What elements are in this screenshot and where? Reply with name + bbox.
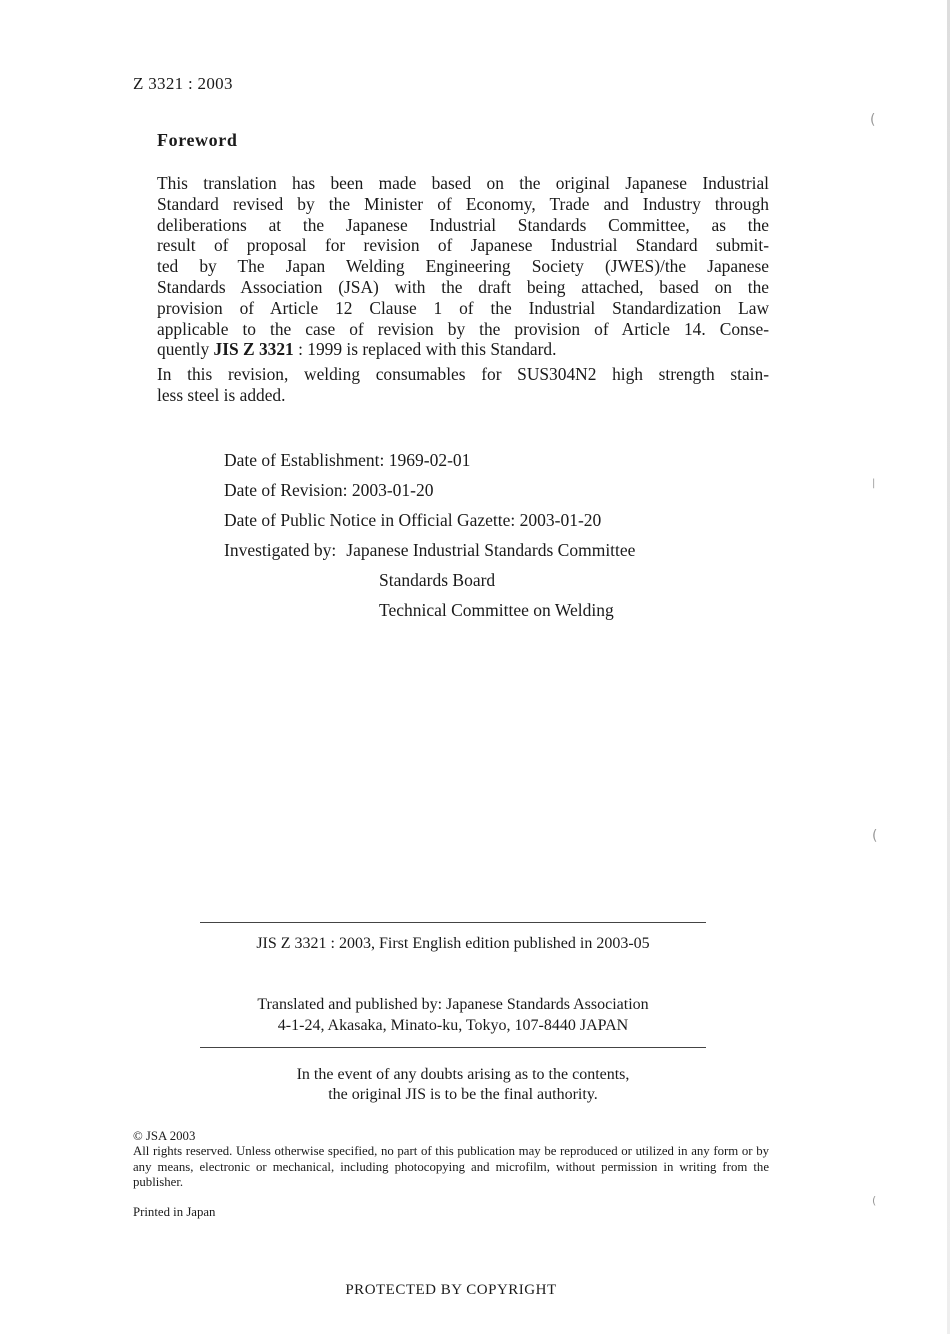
investigated-by-row [224, 535, 635, 565]
text-line [157, 339, 769, 360]
authority-line: the original JIS is to be the final authority. [328, 1085, 598, 1103]
foreword-paragraph-2 [157, 364, 769, 406]
text-fragment: : 1999 is replaced with this Standard. [293, 339, 557, 360]
standard-reference: JIS Z 3321 [213, 339, 294, 360]
text-line: result of proposal for revision of Japanese Industrial Standard submit- [157, 235, 769, 256]
edition-line: JIS Z 3321 : 2003, First English edition published in 2003-05 [256, 935, 650, 952]
foreword-heading: Foreword [157, 130, 238, 150]
scan-mark: ( [870, 112, 876, 128]
dates-block [224, 445, 635, 625]
text-line: provision of Article 12 Clause 1 of the Industrial Standardization Law [157, 297, 769, 318]
authority-note [200, 1065, 726, 1104]
running-head: Z 3321 : 2003 [133, 74, 233, 93]
date-of-revision: Date of Revision: 2003-01-20 [224, 480, 434, 500]
text-line: This translation has been made based on the original Japanese Industrial [157, 173, 769, 193]
text-line: ted by The Japan Welding Engineering Society (JWES)/the Japanese [157, 256, 769, 277]
text-line: applicable to the case of revision by the provision of Article 14. Conse- [157, 318, 769, 339]
publisher-address: 4-1-24, Akasaka, Minato-ku, Tokyo, 107-8440 JAPAN [277, 1016, 629, 1034]
investigating-body: Technical Committee on Welding [379, 600, 614, 620]
rights-statement: All rights reserved. Unless otherwise specified, no part of this publication may be reproduced or utilized in any form or by any means, electronic or mechanical, including photocopying and microfilm, without permission in writing from the publisher. [133, 1144, 769, 1189]
date-of-public-notice: Date of Public Notice in Official Gazette: 2003-01-20 [224, 510, 602, 530]
text-line: Standards Association (JSA) with the draft being attached, based on the [157, 276, 769, 297]
investigated-by-label: Investigated by: [224, 540, 337, 560]
publisher-block [200, 995, 706, 1036]
copyright-footer: PROTECTED BY COPYRIGHT [345, 1282, 557, 1298]
authority-line: In the event of any doubts arising as to the contents, [296, 1066, 630, 1083]
text-line: less steel is added. [157, 384, 286, 405]
divider-rule [200, 922, 706, 923]
scan-mark: | [872, 478, 876, 489]
scan-mark: ( [872, 828, 878, 844]
text-line: In this revision, welding consumables for SUS304N2 high strength stain- [157, 364, 769, 385]
text-fragment: quently [157, 339, 214, 360]
divider-rule [200, 1047, 706, 1048]
foreword-body [157, 173, 769, 406]
text-line: deliberations at the Japanese Industrial Standards Committee, as the [157, 214, 769, 235]
scan-mark: ( [872, 1194, 877, 1207]
copyright-block [133, 1129, 769, 1190]
copyright-notice: © JSA 2003 [133, 1129, 196, 1143]
text-line: Standard revised by the Minister of Economy, Trade and Industry through [157, 193, 769, 214]
printed-in-note: Printed in Japan [133, 1205, 216, 1219]
investigating-body: Standards Board [379, 570, 496, 590]
foreword-paragraph-1 [157, 173, 769, 360]
publisher-line: Translated and published by: Japanese Standards Association [257, 996, 649, 1013]
date-of-establishment: Date of Establishment: 1969-02-01 [224, 450, 471, 470]
investigating-body: Japanese Industrial Standards Committee [346, 540, 636, 560]
